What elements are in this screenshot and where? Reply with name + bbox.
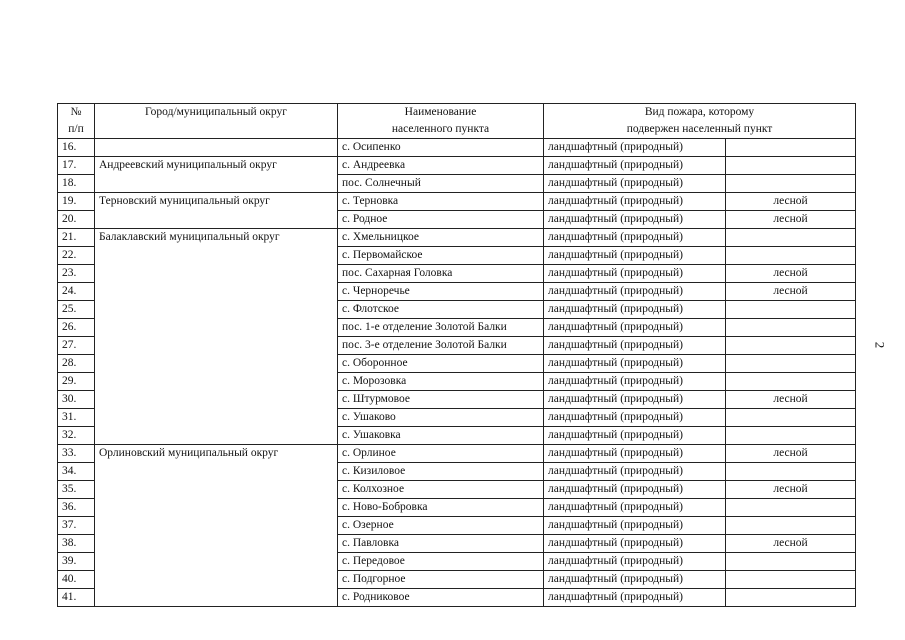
row-fire-type: ландшафтный (природный) — [544, 319, 726, 337]
row-fire-type-extra — [726, 409, 856, 427]
row-fire-type: ландшафтный (природный) — [544, 427, 726, 445]
row-fire-type: ландшафтный (природный) — [544, 301, 726, 319]
row-fire-type: ландшафтный (природный) — [544, 409, 726, 427]
row-district — [95, 247, 338, 265]
row-number: 28. — [58, 355, 95, 373]
row-fire-type: ландшафтный (природный) — [544, 211, 726, 229]
row-settlement-name: пос. Сахарная Головка — [338, 265, 544, 283]
row-district: Андреевский муниципальный округ — [95, 157, 338, 175]
table-row — [58, 175, 856, 193]
header-name-sub: населенного пункта — [338, 121, 544, 139]
row-settlement-name: с. Оборонное — [338, 355, 544, 373]
row-settlement-name: пос. 3-е отделение Золотой Балки — [338, 337, 544, 355]
row-fire-type-extra — [726, 157, 856, 175]
row-fire-type: ландшафтный (природный) — [544, 373, 726, 391]
row-fire-type-extra — [726, 571, 856, 589]
row-fire-type: ландшафтный (природный) — [544, 283, 726, 301]
row-number: 25. — [58, 301, 95, 319]
row-number: 41. — [58, 589, 95, 607]
row-district — [95, 265, 338, 283]
row-fire-type: ландшафтный (природный) — [544, 175, 726, 193]
row-settlement-name: с. Озерное — [338, 517, 544, 535]
table-row — [58, 517, 856, 535]
row-number: 40. — [58, 571, 95, 589]
row-district — [95, 139, 338, 157]
row-number: 36. — [58, 499, 95, 517]
row-district — [95, 391, 338, 409]
row-fire-type-extra: лесной — [726, 535, 856, 553]
row-fire-type-extra — [726, 337, 856, 355]
row-settlement-name: с. Кизиловое — [338, 463, 544, 481]
row-fire-type: ландшафтный (природный) — [544, 553, 726, 571]
header-name: Наименование — [338, 104, 544, 122]
header-num-sub: п/п — [58, 121, 95, 139]
header-fire-type-sub: подвержен населенный пункт — [544, 121, 856, 139]
row-district — [95, 211, 338, 229]
row-fire-type-extra: лесной — [726, 265, 856, 283]
row-settlement-name: с. Передовое — [338, 553, 544, 571]
row-fire-type: ландшафтный (природный) — [544, 265, 726, 283]
row-district — [95, 553, 338, 571]
row-fire-type-extra — [726, 553, 856, 571]
row-fire-type-extra — [726, 139, 856, 157]
table-row — [58, 211, 856, 229]
table-row — [58, 391, 856, 409]
header-fire-type: Вид пожара, которому — [544, 104, 856, 122]
row-fire-type-extra: лесной — [726, 445, 856, 463]
row-number: 34. — [58, 463, 95, 481]
row-settlement-name: с. Терновка — [338, 193, 544, 211]
row-number: 24. — [58, 283, 95, 301]
row-district — [95, 517, 338, 535]
row-number: 17. — [58, 157, 95, 175]
table-row — [58, 481, 856, 499]
row-number: 27. — [58, 337, 95, 355]
row-number: 35. — [58, 481, 95, 499]
row-fire-type-extra: лесной — [726, 391, 856, 409]
row-fire-type: ландшафтный (природный) — [544, 229, 726, 247]
row-district — [95, 409, 338, 427]
row-settlement-name: пос. 1-е отделение Золотой Балки — [338, 319, 544, 337]
table-row — [58, 139, 856, 157]
row-fire-type-extra — [726, 355, 856, 373]
row-settlement-name: с. Ушаково — [338, 409, 544, 427]
table-row — [58, 283, 856, 301]
row-fire-type: ландшафтный (природный) — [544, 247, 726, 265]
table-row — [58, 589, 856, 607]
row-fire-type-extra — [726, 499, 856, 517]
table-row — [58, 319, 856, 337]
row-number: 20. — [58, 211, 95, 229]
row-fire-type: ландшафтный (природный) — [544, 499, 726, 517]
row-settlement-name: с. Орлиное — [338, 445, 544, 463]
row-district: Терновский муниципальный округ — [95, 193, 338, 211]
row-district — [95, 481, 338, 499]
row-number: 22. — [58, 247, 95, 265]
row-district — [95, 427, 338, 445]
row-number: 19. — [58, 193, 95, 211]
row-district — [95, 355, 338, 373]
table-row — [58, 463, 856, 481]
table-row — [58, 301, 856, 319]
header-num: № — [58, 104, 95, 122]
row-fire-type-extra — [726, 427, 856, 445]
row-district — [95, 373, 338, 391]
row-district — [95, 535, 338, 553]
row-fire-type: ландшафтный (природный) — [544, 391, 726, 409]
table-row — [58, 337, 856, 355]
header-district: Город/муниципальный округ — [95, 104, 338, 122]
table-row — [58, 229, 856, 247]
row-fire-type: ландшафтный (природный) — [544, 589, 726, 607]
row-number: 32. — [58, 427, 95, 445]
row-settlement-name: с. Флотское — [338, 301, 544, 319]
row-number: 38. — [58, 535, 95, 553]
page-number: 2 — [872, 341, 888, 349]
table-row — [58, 427, 856, 445]
table-row — [58, 193, 856, 211]
row-settlement-name: пос. Солнечный — [338, 175, 544, 193]
table-row — [58, 445, 856, 463]
table-row — [58, 157, 856, 175]
table-body — [58, 139, 856, 607]
row-number: 26. — [58, 319, 95, 337]
row-number: 39. — [58, 553, 95, 571]
row-number: 37. — [58, 517, 95, 535]
table-row — [58, 247, 856, 265]
row-settlement-name: с. Родниковое — [338, 589, 544, 607]
header-district-blank — [95, 121, 338, 139]
row-fire-type-extra: лесной — [726, 211, 856, 229]
row-settlement-name: с. Колхозное — [338, 481, 544, 499]
row-district — [95, 175, 338, 193]
row-fire-type: ландшафтный (природный) — [544, 157, 726, 175]
row-settlement-name: с. Морозовка — [338, 373, 544, 391]
row-fire-type-extra: лесной — [726, 193, 856, 211]
row-district — [95, 319, 338, 337]
row-settlement-name: с. Штурмовое — [338, 391, 544, 409]
row-fire-type-extra — [726, 463, 856, 481]
row-fire-type-extra — [726, 301, 856, 319]
row-fire-type: ландшафтный (природный) — [544, 481, 726, 499]
table-row — [58, 373, 856, 391]
row-fire-type: ландшафтный (природный) — [544, 445, 726, 463]
table-row — [58, 355, 856, 373]
row-settlement-name: с. Ново-Бобровка — [338, 499, 544, 517]
row-fire-type-extra — [726, 229, 856, 247]
row-district — [95, 589, 338, 607]
row-number: 29. — [58, 373, 95, 391]
row-settlement-name: с. Черноречье — [338, 283, 544, 301]
table-row — [58, 499, 856, 517]
table-row — [58, 265, 856, 283]
row-district — [95, 337, 338, 355]
row-fire-type: ландшафтный (природный) — [544, 139, 726, 157]
row-fire-type-extra — [726, 175, 856, 193]
row-fire-type: ландшафтный (природный) — [544, 463, 726, 481]
table-row — [58, 535, 856, 553]
row-fire-type-extra — [726, 319, 856, 337]
row-number: 18. — [58, 175, 95, 193]
row-fire-type-extra — [726, 247, 856, 265]
row-number: 31. — [58, 409, 95, 427]
row-district: Орлиновский муниципальный округ — [95, 445, 338, 463]
row-district — [95, 283, 338, 301]
row-settlement-name: с. Андреевка — [338, 157, 544, 175]
row-settlement-name: с. Павловка — [338, 535, 544, 553]
row-fire-type-extra — [726, 517, 856, 535]
row-fire-type: ландшафтный (природный) — [544, 517, 726, 535]
row-fire-type: ландшафтный (природный) — [544, 193, 726, 211]
row-fire-type-extra: лесной — [726, 481, 856, 499]
row-number: 23. — [58, 265, 95, 283]
row-number: 30. — [58, 391, 95, 409]
settlements-fire-table — [57, 103, 856, 607]
table-header — [58, 104, 856, 139]
row-fire-type: ландшафтный (природный) — [544, 571, 726, 589]
row-fire-type: ландшафтный (природный) — [544, 355, 726, 373]
row-fire-type-extra — [726, 373, 856, 391]
row-settlement-name: с. Родное — [338, 211, 544, 229]
row-settlement-name: с. Подгорное — [338, 571, 544, 589]
row-district: Балаклавский муниципальный округ — [95, 229, 338, 247]
row-settlement-name: с. Первомайское — [338, 247, 544, 265]
row-settlement-name: с. Хмельницкое — [338, 229, 544, 247]
row-fire-type-extra: лесной — [726, 283, 856, 301]
table-row — [58, 553, 856, 571]
row-settlement-name: с. Ушаковка — [338, 427, 544, 445]
row-fire-type-extra — [726, 589, 856, 607]
row-fire-type: ландшафтный (природный) — [544, 337, 726, 355]
row-district — [95, 499, 338, 517]
table-row — [58, 571, 856, 589]
row-number: 16. — [58, 139, 95, 157]
row-district — [95, 463, 338, 481]
row-district — [95, 301, 338, 319]
table-row — [58, 409, 856, 427]
row-district — [95, 571, 338, 589]
row-settlement-name: с. Осипенко — [338, 139, 544, 157]
row-number: 21. — [58, 229, 95, 247]
row-number: 33. — [58, 445, 95, 463]
row-fire-type: ландшафтный (природный) — [544, 535, 726, 553]
